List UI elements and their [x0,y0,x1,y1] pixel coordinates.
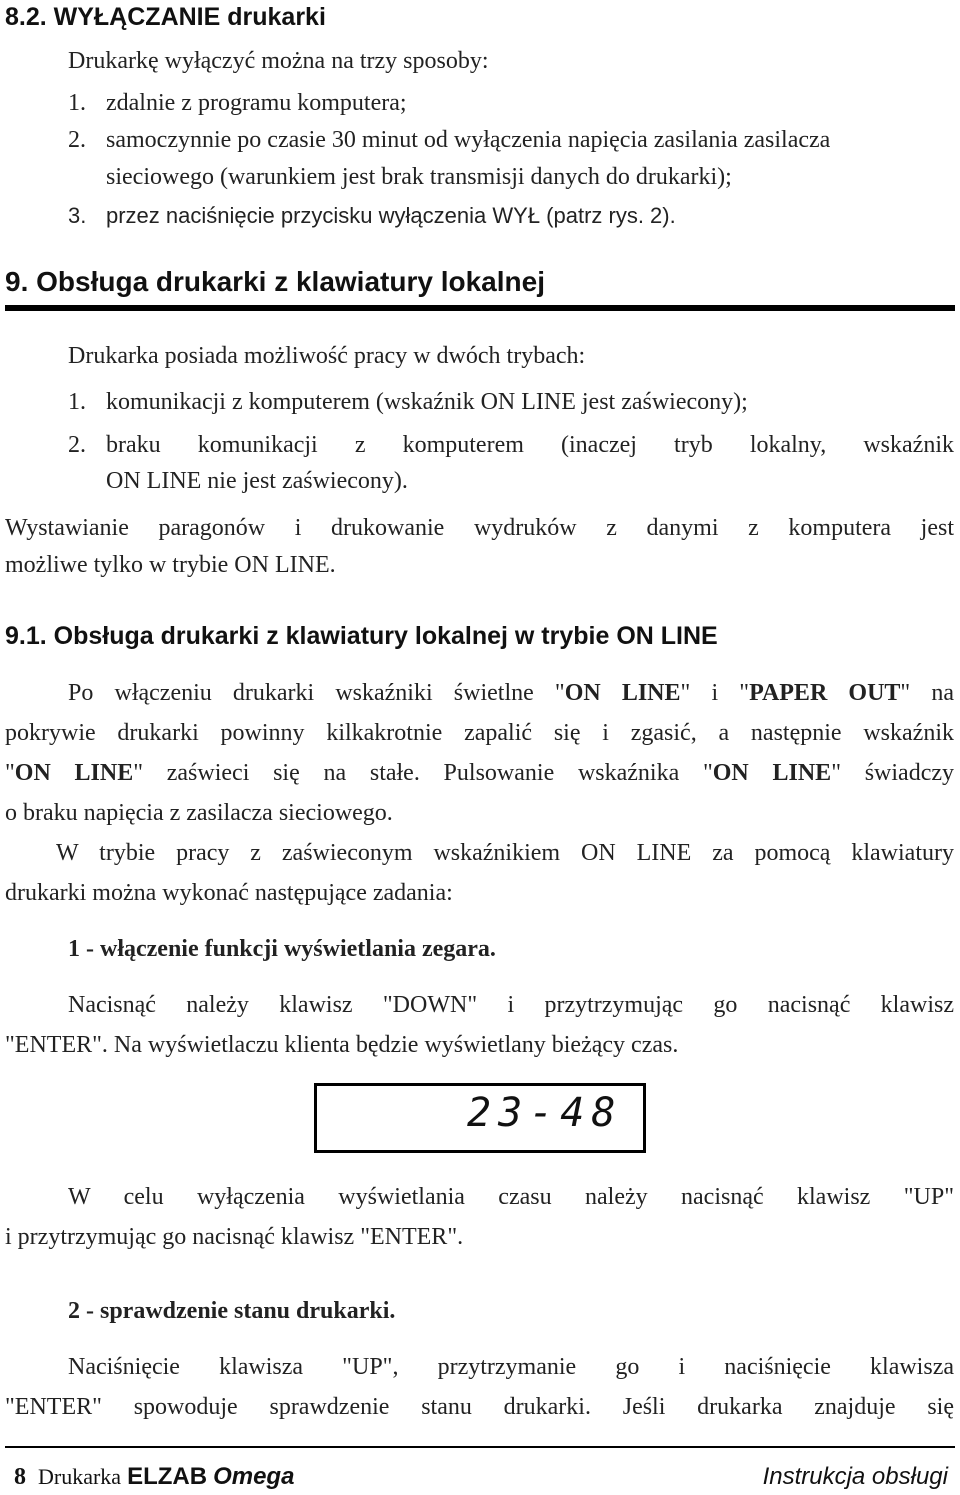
footer-model: Omega [213,1463,295,1490]
chapter-rule [5,305,955,311]
list-item-number: 1. [68,90,86,116]
text-run: " zaświeci się na stałe. Pulsowanie wskaźnika " [133,760,713,786]
chapter-9-paragraph: Wystawianie paragonów i drukowanie wydruków z danymi z komputera jest [5,515,954,541]
list-item-continuation: sieciowego (warunkiem jest brak transmisji danych do drukarki); [106,164,732,190]
indicator-name: ON LINE [14,760,134,786]
section-8-2-heading: 8.2. WYŁĄCZANIE drukarki [5,3,326,31]
paragraph-tasks-intro: W trybie pracy z zaświeconym wskaźnikiem ON LINE za pomocą klawiatury [56,840,954,866]
chapter-9-intro: Drukarka posiada możliwość pracy w dwóch trybach: [68,343,586,369]
task-2-heading: 2 - sprawdzenie stanu drukarki. [68,1298,396,1324]
chapter-9-paragraph-line2: możliwe tylko w trybie ON LINE. [5,552,336,578]
paragraph-indicators [68,679,954,708]
chapter-9-heading: 9. Obsługa drukarki z klawiatury lokalnej [5,266,545,297]
footer-brand: ELZAB [127,1463,208,1490]
paragraph-line: o braku napięcia z zasilacza sieciowego. [5,800,393,826]
list-item-text: komunikacji z komputerem (wskaźnik ON LINE jest zaświecony); [106,389,748,415]
task-2-text: Naciśnięcie klawisza "UP", przytrzymanie go i naciśnięcie klawisza [68,1354,954,1380]
indicator-name: PAPER OUT [749,680,901,706]
indicator-name: ON LINE [712,760,832,786]
text-run: " [5,760,15,786]
paragraph-line: pokrywie drukarki powinny kilkakrotnie zapalić się i zgasić, a następnie wskaźnik [5,720,954,746]
list-item-text: samoczynnie po czasie 30 minut od wyłączenia napięcia zasilania zasilacza [106,127,831,153]
text-run: " świadczy [831,760,955,786]
footer-left [14,1462,294,1492]
paragraph-line: drukarki można wykonać następujące zadania: [5,880,453,906]
list-item-number: 1. [68,389,86,415]
task-1-text: Nacisnąć należy klawisz "DOWN" i przytrzymując go nacisnąć klawisz [68,992,954,1018]
task-1-text-line2: "ENTER". Na wyświetlaczu klienta będzie wyświetlany bieżący czas. [5,1032,679,1058]
text-run: " i " [680,680,750,706]
task-1-heading: 1 - włączenie funkcji wyświetlania zegara. [68,936,496,962]
text-run: Po włączeniu drukarki wskaźniki świetlne " [68,680,565,706]
display-time-readout: 23-48 [467,1090,623,1136]
page-number: 8 [14,1464,26,1490]
list-item-continuation: ON LINE nie jest zaświecony). [106,468,408,494]
text-run: " na [900,680,955,706]
list-item-text: przez naciśnięcie przycisku wyłączenia WYŁ (patrz rys. 2). [106,203,676,228]
list-item-number: 2. [68,127,86,153]
footer-product-prefix: Drukarka [38,1464,122,1489]
list-item-text: zdalnie z programu komputera; [106,90,407,116]
indicator-name: ON LINE [564,680,681,706]
task-1-text: W celu wyłączenia wyświetlania czasu należy nacisnąć klawisz "UP" [68,1184,954,1210]
footer-rule [5,1446,955,1448]
section-8-2-intro: Drukarkę wyłączyć można na trzy sposoby: [68,48,489,74]
section-9-1-heading: 9.1. Obsługa drukarki z klawiatury lokalnej w trybie ON LINE [5,622,718,650]
paragraph-line [5,759,954,788]
task-2-text-line2: "ENTER" spowoduje sprawdzenie stanu drukarki. Jeśli drukarka znajduje się [5,1394,954,1420]
list-item-text: braku komunikacji z komputerem (inaczej tryb lokalny, wskaźnik [106,432,954,458]
customer-display [314,1083,646,1153]
footer-right: Instrukcja obsługi [762,1463,948,1490]
list-item-number: 2. [68,432,86,458]
list-item-number: 3. [68,203,87,228]
task-1-text-line4: i przytrzymując go nacisnąć klawisz "ENTER". [5,1224,464,1250]
